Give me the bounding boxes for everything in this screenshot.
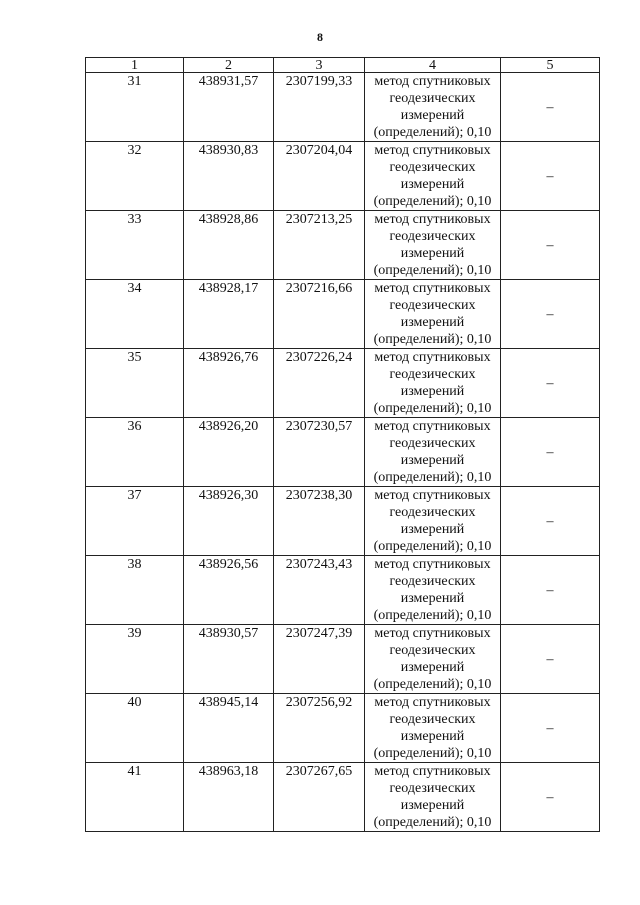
method-cell (365, 280, 501, 349)
table-row (86, 487, 600, 556)
method-line: (определений); 0,10 (373, 677, 492, 692)
method-line: (определений); 0,10 (373, 332, 492, 347)
method-cell (365, 73, 501, 142)
table-header (86, 58, 600, 73)
method-line: метод спутниковых (374, 626, 491, 641)
method-line: измерений (400, 729, 465, 744)
method-line: геодезических (389, 643, 476, 658)
table-row (86, 418, 600, 487)
method-line: метод спутниковых (374, 557, 491, 572)
note-cell: – (501, 142, 600, 211)
method-cell (365, 763, 501, 832)
method-line: (определений); 0,10 (373, 263, 492, 278)
method-cell (365, 418, 501, 487)
note-cell: – (501, 556, 600, 625)
method-line: измерений (400, 453, 465, 468)
method-line: измерений (400, 798, 465, 813)
point-number-cell: 34 (86, 280, 184, 349)
x-coordinate-cell: 438963,18 (184, 763, 274, 832)
method-line: геодезических (389, 574, 476, 589)
header-col-3: 3 (274, 58, 365, 73)
note-cell: – (501, 73, 600, 142)
method-line: геодезических (389, 505, 476, 520)
point-number-cell: 35 (86, 349, 184, 418)
method-line: (определений); 0,10 (373, 470, 492, 485)
coordinates-table (85, 57, 600, 832)
method-line: (определений); 0,10 (373, 539, 492, 554)
method-line: (определений); 0,10 (373, 746, 492, 761)
table-body (86, 73, 600, 832)
table-row (86, 349, 600, 418)
table-row (86, 73, 600, 142)
method-line: измерений (400, 591, 465, 606)
method-line: геодезических (389, 436, 476, 451)
table-row (86, 280, 600, 349)
note-cell: – (501, 280, 600, 349)
x-coordinate-cell: 438930,83 (184, 142, 274, 211)
point-number-cell: 38 (86, 556, 184, 625)
method-line: метод спутниковых (374, 212, 491, 227)
method-line: геодезических (389, 712, 476, 727)
x-coordinate-cell: 438926,76 (184, 349, 274, 418)
y-coordinate-cell: 2307199,33 (274, 73, 365, 142)
table-row (86, 142, 600, 211)
y-coordinate-cell: 2307256,92 (274, 694, 365, 763)
table-row (86, 211, 600, 280)
method-cell (365, 142, 501, 211)
method-line: геодезических (389, 367, 476, 382)
method-line: метод спутниковых (374, 488, 491, 503)
y-coordinate-cell: 2307247,39 (274, 625, 365, 694)
note-cell: – (501, 694, 600, 763)
y-coordinate-cell: 2307267,65 (274, 763, 365, 832)
x-coordinate-cell: 438926,56 (184, 556, 274, 625)
header-col-2: 2 (184, 58, 274, 73)
method-line: геодезических (389, 160, 476, 175)
method-line: (определений); 0,10 (373, 194, 492, 209)
note-cell: – (501, 418, 600, 487)
note-cell: – (501, 211, 600, 280)
point-number-cell: 31 (86, 73, 184, 142)
note-cell: – (501, 349, 600, 418)
header-col-1: 1 (86, 58, 184, 73)
x-coordinate-cell: 438930,57 (184, 625, 274, 694)
header-col-5: 5 (501, 58, 600, 73)
y-coordinate-cell: 2307216,66 (274, 280, 365, 349)
method-line: (определений); 0,10 (373, 125, 492, 140)
point-number-cell: 32 (86, 142, 184, 211)
method-line: измерений (400, 177, 465, 192)
method-cell (365, 487, 501, 556)
point-number-cell: 40 (86, 694, 184, 763)
y-coordinate-cell: 2307238,30 (274, 487, 365, 556)
x-coordinate-cell: 438926,30 (184, 487, 274, 556)
table-row (86, 694, 600, 763)
method-cell (365, 211, 501, 280)
method-line: измерений (400, 522, 465, 537)
method-line: (определений); 0,10 (373, 815, 492, 830)
method-line: измерений (400, 660, 465, 675)
table-row (86, 763, 600, 832)
method-cell (365, 556, 501, 625)
method-cell (365, 349, 501, 418)
x-coordinate-cell: 438928,17 (184, 280, 274, 349)
method-line: измерений (400, 315, 465, 330)
method-line: (определений); 0,10 (373, 401, 492, 416)
point-number-cell: 41 (86, 763, 184, 832)
y-coordinate-cell: 2307213,25 (274, 211, 365, 280)
point-number-cell: 33 (86, 211, 184, 280)
method-cell (365, 694, 501, 763)
method-line: метод спутниковых (374, 350, 491, 365)
table-row (86, 556, 600, 625)
method-line: измерений (400, 384, 465, 399)
method-line: метод спутниковых (374, 281, 491, 296)
page-number: 8 (317, 30, 323, 44)
note-cell: – (501, 625, 600, 694)
method-line: метод спутниковых (374, 74, 491, 89)
y-coordinate-cell: 2307226,24 (274, 349, 365, 418)
note-cell: – (501, 487, 600, 556)
y-coordinate-cell: 2307204,04 (274, 142, 365, 211)
y-coordinate-cell: 2307230,57 (274, 418, 365, 487)
point-number-cell: 36 (86, 418, 184, 487)
x-coordinate-cell: 438931,57 (184, 73, 274, 142)
point-number-cell: 39 (86, 625, 184, 694)
method-line: измерений (400, 108, 465, 123)
header-col-4: 4 (365, 58, 501, 73)
method-line: метод спутниковых (374, 764, 491, 779)
x-coordinate-cell: 438926,20 (184, 418, 274, 487)
table-row (86, 625, 600, 694)
method-line: метод спутниковых (374, 143, 491, 158)
method-line: метод спутниковых (374, 695, 491, 710)
x-coordinate-cell: 438928,86 (184, 211, 274, 280)
method-cell (365, 625, 501, 694)
method-line: измерений (400, 246, 465, 261)
x-coordinate-cell: 438945,14 (184, 694, 274, 763)
method-line: геодезических (389, 298, 476, 313)
method-line: (определений); 0,10 (373, 608, 492, 623)
y-coordinate-cell: 2307243,43 (274, 556, 365, 625)
method-line: геодезических (389, 91, 476, 106)
method-line: геодезических (389, 229, 476, 244)
method-line: метод спутниковых (374, 419, 491, 434)
method-line: геодезических (389, 781, 476, 796)
note-cell: – (501, 763, 600, 832)
point-number-cell: 37 (86, 487, 184, 556)
header-row (86, 58, 600, 73)
